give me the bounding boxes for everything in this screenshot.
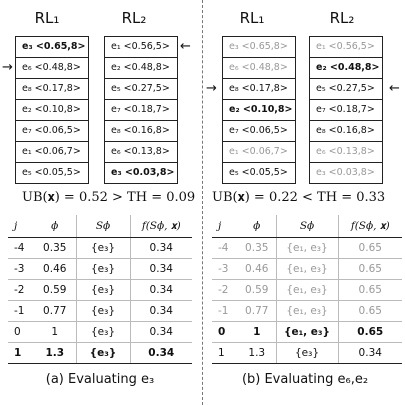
rl1-list — [222, 36, 296, 184]
table-row — [212, 301, 402, 322]
cell-phi: 1 — [34, 322, 76, 343]
cell-phi: 0.59 — [238, 280, 276, 301]
cell-f: 0.34 — [130, 238, 192, 259]
cell-phi: 0.59 — [34, 280, 76, 301]
cell-f: 0.65 — [338, 280, 402, 301]
list-entry: e₂ <0.10,8> — [16, 100, 88, 121]
list-entry: e₆ <0.13,8> — [310, 142, 382, 163]
table-row — [212, 238, 402, 259]
header-j: j — [212, 215, 238, 238]
cell-f: 0.34 — [130, 322, 192, 343]
cell-s-phi: {e₃} — [76, 301, 130, 322]
cell-phi: 1.3 — [34, 343, 76, 364]
list-entry: e₅ <0.27,5> — [105, 79, 177, 100]
list-entry: e₂ <0.48,8> — [105, 58, 177, 79]
cell-f: 0.65 — [338, 238, 402, 259]
list-entry: e₇ <0.06,5> — [223, 121, 295, 142]
list-entry: e₁ <0.06,7> — [16, 142, 88, 163]
list-entry: e₂ <0.48,8> — [310, 58, 382, 79]
cell-s-phi: {e₁, e₃} — [276, 259, 338, 280]
rl1-pointer-arrow-icon: → — [206, 81, 217, 96]
list-entry: e₅ <0.05,5> — [22, 167, 81, 178]
list-entry: e₃ <0.65,8> — [223, 37, 295, 58]
list-entry: e₈ <0.17,8> — [223, 79, 295, 100]
cell-s-phi: {e₃} — [76, 238, 130, 259]
table-row — [8, 259, 192, 280]
list-entry: e₁ <0.56,5> — [310, 37, 382, 58]
table-row — [8, 322, 192, 343]
cell-s-phi: {e₃} — [76, 322, 130, 343]
list-entry: e₃ <0.65,8> — [16, 37, 88, 58]
header-phi: ϕ — [238, 215, 276, 238]
table-row — [8, 238, 192, 259]
cell-s-phi: {e₃} — [76, 343, 130, 364]
rl1-list — [15, 36, 89, 184]
cell-phi: 0.77 — [238, 301, 276, 322]
table-row — [212, 280, 402, 301]
list-entry: e₈ <0.16,8> — [310, 121, 382, 142]
table-row — [8, 280, 192, 301]
cell-f: 0.34 — [130, 280, 192, 301]
cell-f: 0.65 — [338, 259, 402, 280]
cell-j: -4 — [8, 238, 34, 259]
cell-j: 0 — [212, 322, 238, 343]
list-entry: e₂ <0.10,8> — [223, 100, 295, 121]
rl2-list — [104, 36, 178, 184]
list-entry: e₇ <0.06,5> — [16, 121, 88, 142]
cell-phi: 1.3 — [238, 343, 276, 364]
cell-f: 0.34 — [338, 343, 402, 364]
cell-s-phi: {e₁, e₃} — [276, 238, 338, 259]
panel-a-caption: (a) Evaluating e₃ — [45, 372, 155, 387]
list-entry: e₆ <0.13,8> — [105, 142, 177, 163]
list-entry: e₈ <0.16,8> — [105, 121, 177, 142]
cell-j: -1 — [8, 301, 34, 322]
cell-phi: 0.35 — [238, 238, 276, 259]
cell-j: -4 — [212, 238, 238, 259]
rl2-header: RL₂ — [329, 9, 355, 27]
header-phi: ϕ — [34, 215, 76, 238]
cell-s-phi: {e₁, e₃} — [276, 280, 338, 301]
cell-s-phi: {e₁, e₃} — [276, 301, 338, 322]
table-row — [212, 259, 402, 280]
header-s-phi: Sϕ — [76, 215, 130, 238]
cell-s-phi: {e₃} — [276, 343, 338, 364]
list-entry: e₃ <0.03,8> — [316, 167, 375, 178]
header-s-phi: Sϕ — [276, 215, 338, 238]
rl1-pointer-arrow-icon: → — [2, 60, 13, 75]
rl2-pointer-arrow-icon: ← — [389, 81, 400, 96]
header-j: j — [8, 215, 34, 238]
cell-f: 0.65 — [338, 301, 402, 322]
cell-j: 1 — [212, 343, 238, 364]
cell-f: 0.65 — [338, 322, 402, 343]
cell-j: -2 — [8, 280, 34, 301]
upper-bound-condition: UB(𝐱) = 0.22 < TH = 0.33 — [212, 190, 386, 205]
table-row — [212, 343, 402, 364]
rl1-header: RL₁ — [34, 9, 60, 27]
cell-phi: 0.35 — [34, 238, 76, 259]
cell-j: -2 — [212, 280, 238, 301]
rl1-header: RL₁ — [239, 9, 265, 27]
cell-f: 0.34 — [130, 301, 192, 322]
cell-f: 0.34 — [130, 343, 192, 364]
list-entry: e₅ <0.27,5> — [310, 79, 382, 100]
rl2-header: RL₂ — [121, 9, 147, 27]
cell-f: 0.34 — [130, 259, 192, 280]
list-entry: e₃ <0.03,8> — [111, 167, 175, 178]
list-entry: e₈ <0.17,8> — [16, 79, 88, 100]
evaluation-table — [212, 215, 402, 364]
list-entry: e₆ <0.48,8> — [223, 58, 295, 79]
cell-phi: 1 — [238, 322, 276, 343]
cell-j: 1 — [8, 343, 34, 364]
evaluation-table — [8, 215, 192, 364]
list-entry: e₇ <0.18,7> — [310, 100, 382, 121]
cell-j: 0 — [8, 322, 34, 343]
header-f: f(Sϕ, 𝐱) — [338, 215, 402, 238]
table-row — [212, 322, 402, 343]
list-entry: e₁ <0.56,5> — [105, 37, 177, 58]
panel-b-caption: (b) Evaluating e₆,e₂ — [241, 372, 369, 387]
cell-phi: 0.46 — [34, 259, 76, 280]
list-entry: e₅ <0.05,5> — [229, 167, 288, 178]
cell-s-phi: {e₃} — [76, 259, 130, 280]
cell-phi: 0.77 — [34, 301, 76, 322]
cell-s-phi: {e₁, e₃} — [276, 322, 338, 343]
upper-bound-condition: UB(𝐱) = 0.52 > TH = 0.09 — [22, 190, 196, 205]
cell-s-phi: {e₃} — [76, 280, 130, 301]
list-entry: e₇ <0.18,7> — [105, 100, 177, 121]
rl2-list — [309, 36, 383, 184]
table-row — [8, 343, 192, 364]
rl2-pointer-arrow-icon: ← — [180, 39, 191, 54]
panel-divider — [202, 0, 203, 405]
list-entry: e₆ <0.48,8> — [16, 58, 88, 79]
cell-j: -1 — [212, 301, 238, 322]
list-entry: e₁ <0.06,7> — [223, 142, 295, 163]
header-f: f(Sϕ, 𝐱) — [130, 215, 192, 238]
cell-j: -3 — [212, 259, 238, 280]
cell-j: -3 — [8, 259, 34, 280]
cell-phi: 0.46 — [238, 259, 276, 280]
table-row — [8, 301, 192, 322]
